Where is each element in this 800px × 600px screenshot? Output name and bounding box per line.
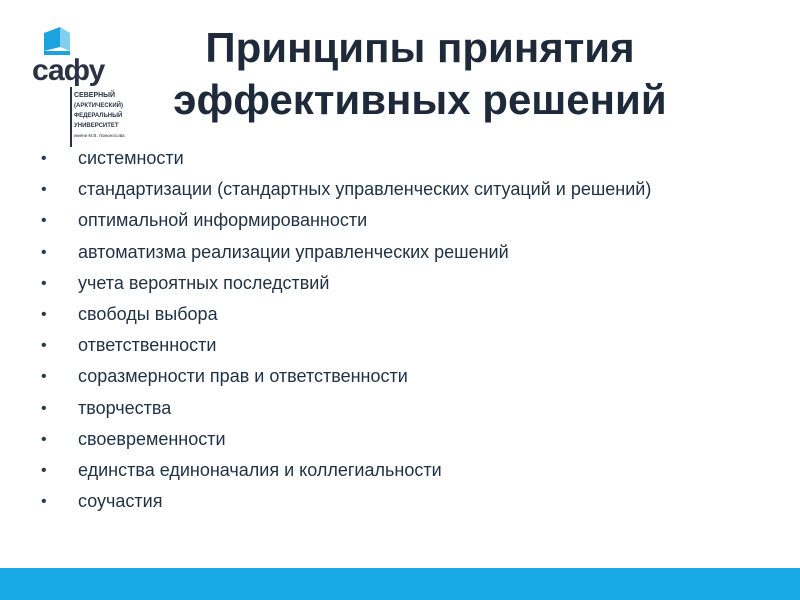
bullet-icon: • bbox=[41, 274, 47, 292]
bullet-icon: • bbox=[41, 243, 47, 261]
list-item-text: автоматизма реализации управленческих решений bbox=[78, 241, 509, 262]
bullet-icon: • bbox=[41, 212, 47, 230]
svg-text:УНИВЕРСИТЕТ: УНИВЕРСИТЕТ bbox=[74, 123, 119, 129]
bullet-icon: • bbox=[41, 150, 47, 167]
svg-text:имени М.В. Ломоносова: имени М.В. Ломоносова bbox=[74, 133, 125, 138]
list-item bbox=[32, 146, 732, 171]
list-item-text: ответственности bbox=[78, 335, 217, 356]
list-item bbox=[32, 458, 732, 483]
list-item-text: оптимальной информированности bbox=[78, 210, 368, 231]
list-item bbox=[32, 208, 732, 233]
list-item-text: творчества bbox=[78, 397, 172, 418]
list-item bbox=[32, 177, 678, 202]
list-item bbox=[32, 271, 732, 296]
list-item-text: соучастия bbox=[78, 491, 163, 512]
list-item-text: свободы выбора bbox=[78, 303, 218, 324]
bullet-icon: • bbox=[41, 368, 47, 386]
list-item bbox=[32, 427, 732, 452]
bullet-icon: • bbox=[41, 337, 47, 355]
footer-bar bbox=[0, 568, 800, 600]
bullet-icon: • bbox=[41, 181, 47, 199]
bullet-icon: • bbox=[41, 305, 47, 323]
list-item bbox=[32, 333, 732, 358]
list-item-text: системности bbox=[78, 148, 184, 168]
bullet-icon: • bbox=[41, 493, 47, 511]
bullet-icon: • bbox=[41, 399, 47, 417]
list-item bbox=[32, 396, 732, 421]
list-item bbox=[32, 364, 732, 389]
bullet-icon: • bbox=[41, 461, 47, 479]
list-item-text: учета вероятных последствий bbox=[78, 272, 330, 293]
title-line-1: Принципы принятия bbox=[205, 24, 635, 71]
slide-title bbox=[100, 22, 740, 126]
list-item-text: единства единоначалия и коллегиальности bbox=[78, 459, 442, 480]
title-line-2: эффективных решений bbox=[173, 76, 667, 123]
svg-text:СЕВЕРНЫЙ: СЕВЕРНЫЙ bbox=[74, 92, 116, 99]
list-item bbox=[32, 489, 732, 514]
bullet-icon: • bbox=[41, 430, 47, 448]
university-logo bbox=[30, 25, 125, 153]
list-item-text: своевременности bbox=[78, 428, 226, 449]
list-item bbox=[32, 240, 732, 265]
principles-list bbox=[32, 146, 732, 520]
list-item-text: стандартизации (стандартных управленческих ситуаций и решений) bbox=[78, 179, 652, 200]
svg-text:сафу: сафу bbox=[32, 54, 105, 87]
svg-text:ФЕДЕРАЛЬНЫЙ: ФЕДЕРАЛЬНЫЙ bbox=[74, 113, 123, 119]
list-item bbox=[32, 302, 732, 327]
svg-text:(АРКТИЧЕСКИЙ): (АРКТИЧЕСКИЙ) bbox=[74, 103, 123, 109]
list-item-text: соразмерности прав и ответственности bbox=[78, 366, 408, 387]
